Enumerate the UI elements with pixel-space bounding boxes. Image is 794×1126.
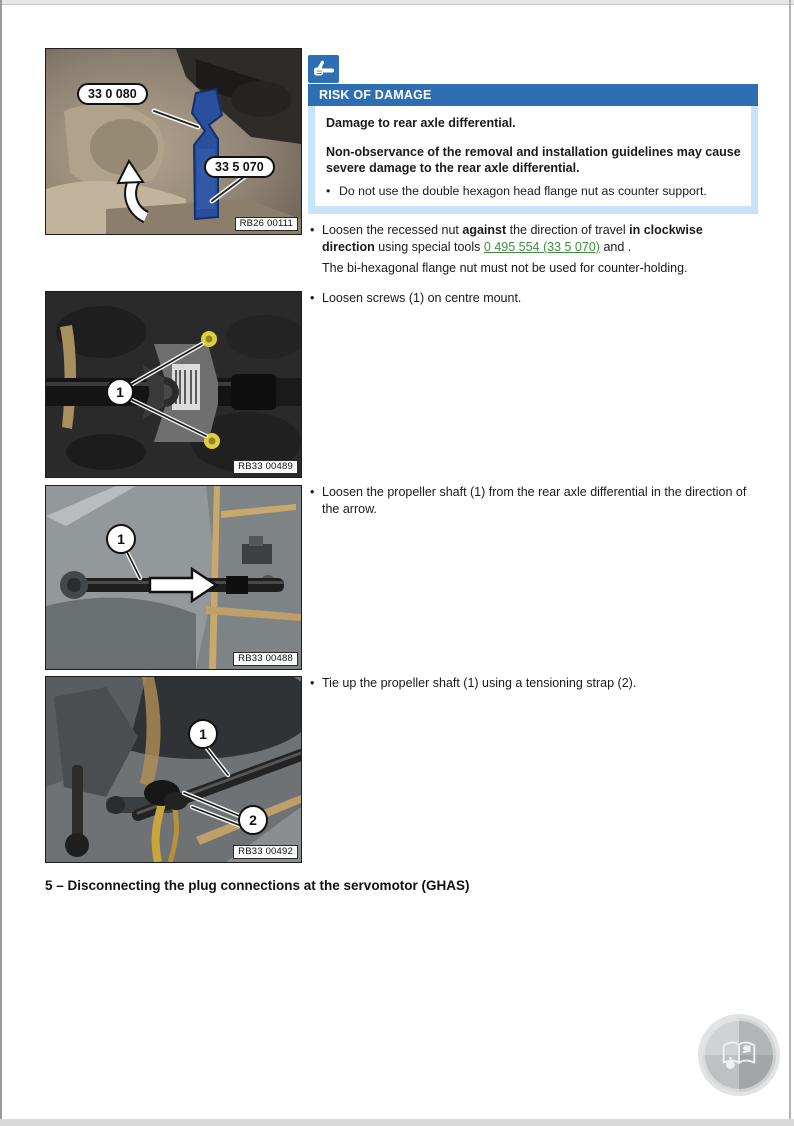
page-bottom-edge bbox=[0, 1119, 794, 1126]
callout-1: 1 bbox=[188, 719, 218, 749]
figure1-photo bbox=[46, 49, 301, 234]
risk-of-damage-box bbox=[308, 84, 758, 214]
figure-ref-label: RB33 00492 bbox=[233, 845, 298, 859]
step1-text: the direction of travel bbox=[506, 223, 630, 237]
manual-reader-button[interactable] bbox=[702, 1018, 776, 1092]
step-text: Tie up the propeller shaft (1) using a tensioning strap (2). bbox=[322, 676, 637, 690]
page-right-edge bbox=[789, 0, 791, 1126]
figure-special-tools-photo bbox=[45, 48, 302, 235]
bullet-dot: • bbox=[326, 184, 331, 198]
callout-33-0-080: 33 0 080 bbox=[77, 83, 148, 105]
callout-2: 2 bbox=[238, 805, 268, 835]
pointing-hand-icon bbox=[308, 55, 339, 83]
step1-text: and . bbox=[599, 240, 632, 254]
bullet-dot: • bbox=[310, 676, 315, 690]
bullet-dot: • bbox=[310, 223, 315, 237]
step-loosen-recessed-nut bbox=[310, 222, 758, 256]
callout-1: 1 bbox=[106, 524, 136, 554]
warning-bullet bbox=[326, 183, 741, 199]
step-loosen-screws bbox=[310, 290, 758, 307]
figure3-photo bbox=[46, 486, 301, 669]
step-text: Loosen the propeller shaft (1) from the rear axle differential in the direction of the arrow. bbox=[322, 485, 747, 516]
warning-subject: Damage to rear axle differential. bbox=[326, 116, 516, 130]
figure-ref-label: RB33 00488 bbox=[233, 652, 298, 666]
step-tie-up-propeller-shaft bbox=[310, 675, 758, 692]
step1-bold: against bbox=[462, 223, 507, 237]
step1-bold: in clockwise direction bbox=[322, 223, 703, 254]
special-tool-link[interactable]: 0 495 554 (33 5 070) bbox=[483, 240, 600, 254]
figure-propeller-shaft-photo bbox=[45, 485, 302, 670]
callout-1: 1 bbox=[106, 378, 134, 406]
figure4-photo bbox=[46, 677, 301, 862]
warning-bullet-text: Do not use the double hexagon head flange nut as counter support. bbox=[339, 184, 707, 198]
figure-tensioning-strap-photo bbox=[45, 676, 302, 863]
step1-text: using special tools bbox=[374, 240, 484, 254]
step-text: Loosen screws (1) on centre mount. bbox=[322, 291, 522, 305]
bullet-dot: • bbox=[310, 485, 315, 499]
callout-33-5-070: 33 5 070 bbox=[204, 156, 275, 178]
step-text bbox=[322, 222, 758, 256]
warning-consequence: Non-observance of the removal and installation guidelines may cause severe damage to the rear axle differential. bbox=[326, 145, 741, 175]
page-left-edge bbox=[0, 0, 2, 1126]
page-top-edge bbox=[0, 0, 794, 5]
figure-centre-mount-photo bbox=[45, 291, 302, 478]
figure-ref-label: RB33 00489 bbox=[233, 460, 298, 474]
manual-book-icon bbox=[716, 1032, 762, 1078]
step1-text: Loosen the recessed nut bbox=[322, 223, 463, 237]
warning-title: RISK OF DAMAGE bbox=[308, 84, 758, 106]
figure2-photo bbox=[46, 292, 301, 477]
figure-ref-label: RB26 00111 bbox=[235, 217, 298, 231]
step1-note: The bi-hexagonal flange nut must not be used for counter-holding. bbox=[322, 261, 688, 275]
section-5-heading: 5 – Disconnecting the plug connections at the servomotor (GHAS) bbox=[45, 878, 470, 893]
step-loosen-propeller-shaft bbox=[310, 484, 758, 518]
bullet-dot: • bbox=[310, 291, 315, 305]
